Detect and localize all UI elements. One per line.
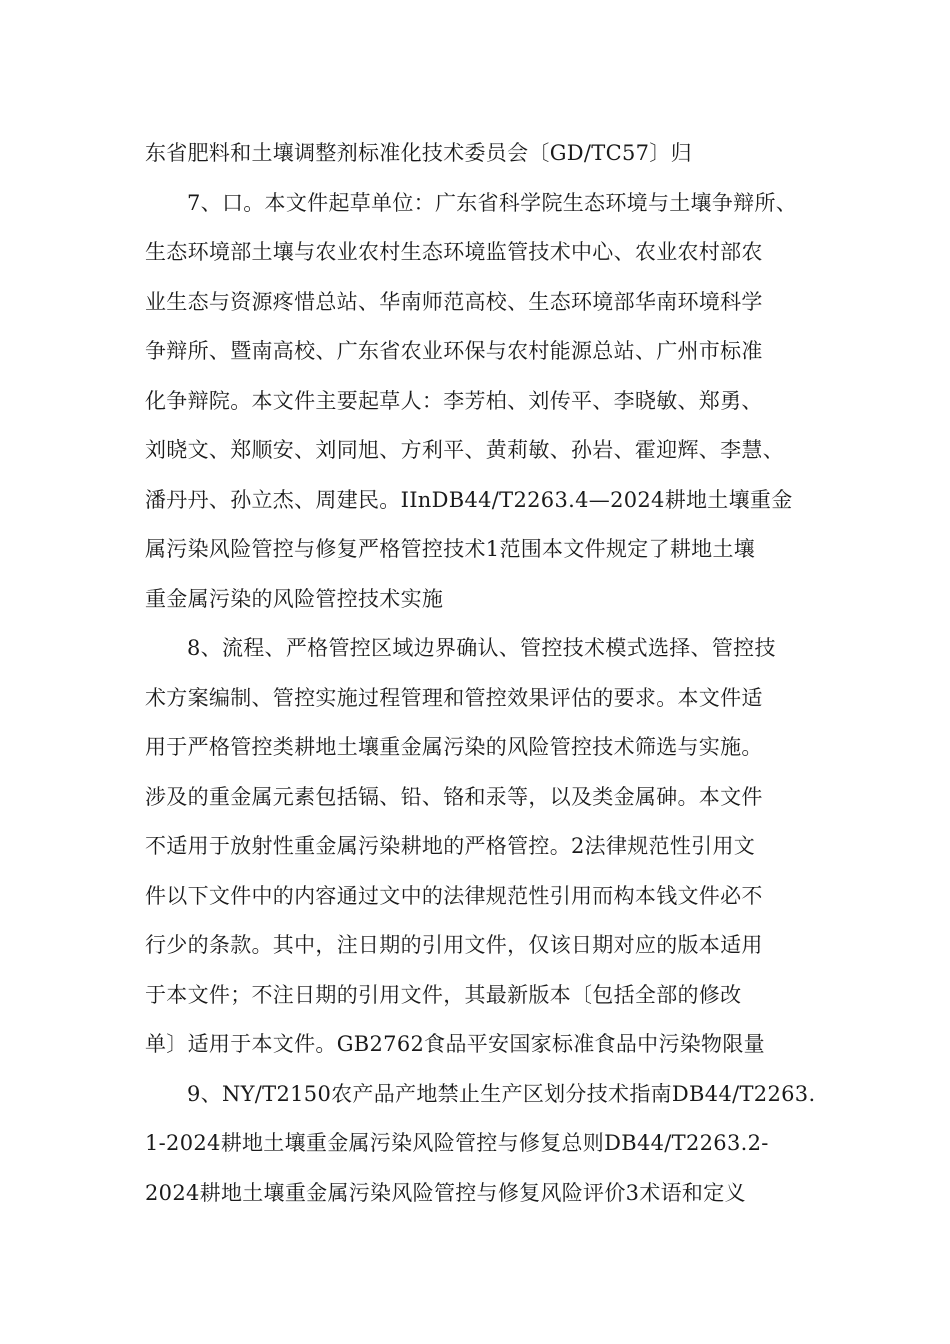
text-line: 潘丹丹、孙立杰、周建民。IInDB44/T2263.4—2024耕地土壤重金 [145,488,793,512]
text-line: 涉及的重金属元素包括镉、铅、铬和汞等，以及类金属砷。本文件 [145,785,763,809]
text-line: 东省肥料和土壤调整剂标准化技术委员会〔GD/TC57〕归 [145,141,692,165]
text-line: 重金属污染的风险管控技术实施 [145,587,444,611]
text-line: 1-2024耕地土壤重金属污染风险管控与修复总则DB44/T2263.2- [145,1131,769,1155]
text-line: 单〕适用于本文件。GB2762食品平安国家标准食品中污染物限量 [145,1032,765,1056]
text-line: 刘晓文、郑顺安、刘同旭、方利平、黄莉敏、孙岩、霍迎辉、李慧、 [145,438,784,462]
text-line: 业生态与资源疼惜总站、华南师范高校、生态环境部华南环境科学 [145,290,763,314]
text-line: 不适用于放射性重金属污染耕地的严格管控。2法律规范性引用文 [145,834,756,858]
paragraph-first-line: 7、口。本文件起草单位：广东省科学院生态环境与土壤争辩所、 [187,191,798,215]
text-line: 生态环境部土壤与农业农村生态环境监管技术中心、农业农村部农 [145,240,763,264]
text-line: 2024耕地土壤重金属污染风险管控与修复风险评价3术语和定义 [145,1181,746,1205]
text-line: 用于严格管控类耕地土壤重金属污染的风险管控技术筛选与实施。 [145,735,763,759]
text-line: 属污染风险管控与修复严格管控技术1范围本文件规定了耕地土壤 [145,537,756,561]
text-line: 术方案编制、管控实施过程管理和管控效果评估的要求。本文件适 [145,686,763,710]
text-line: 行少的条款。其中，注日期的引用文件，仅该日期对应的版本适用 [145,933,763,957]
paragraph-first-line: 8、流程、严格管控区域边界确认、管控技术模式选择、管控技 [187,636,776,660]
paragraph-first-line: 9、NY/T2150农产品产地禁止生产区划分技术指南DB44/T2263. [187,1082,816,1106]
text-line: 件以下文件中的内容通过文中的法律规范性引用而构本钱文件必不 [145,884,763,908]
text-line: 争辩所、暨南高校、广东省农业环保与农村能源总站、广州市标准 [145,339,763,363]
text-line: 于本文件；不注日期的引用文件，其最新版本〔包括全部的修改 [145,983,742,1007]
text-line: 化争辩院。本文件主要起草人：李芳柏、刘传平、李晓敏、郑勇、 [145,389,763,413]
